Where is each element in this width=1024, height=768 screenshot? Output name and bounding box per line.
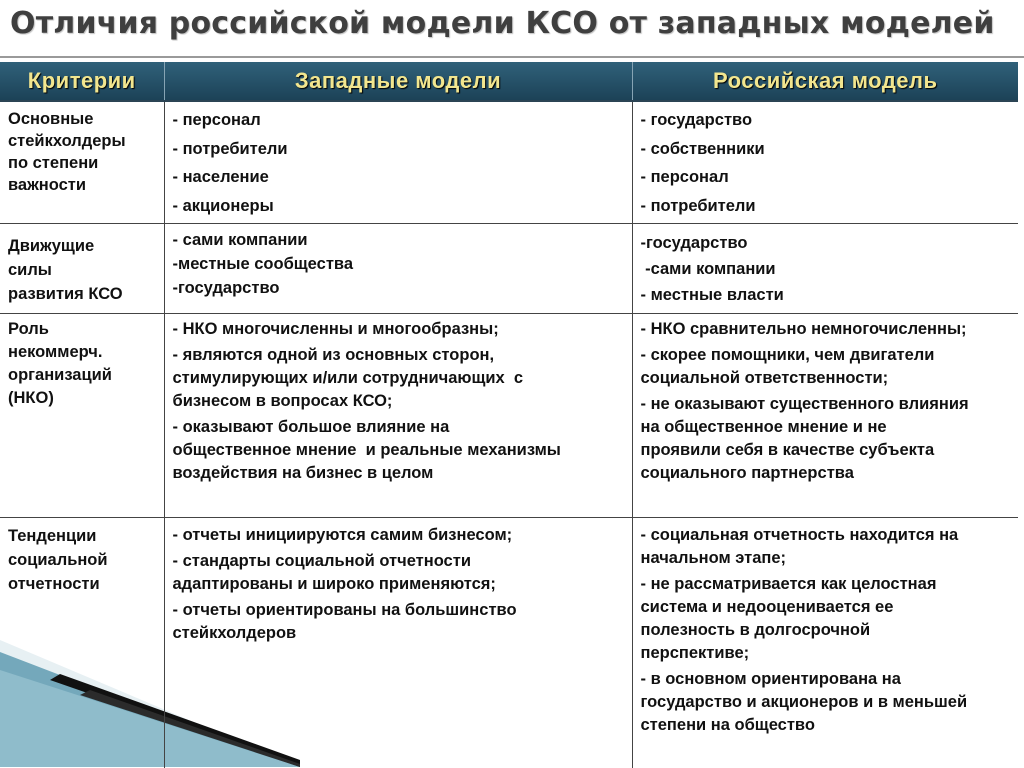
russian-cell bbox=[632, 313, 1018, 517]
list-item: - персонал bbox=[172, 111, 261, 129]
list-item: - население bbox=[172, 168, 269, 186]
western-cell bbox=[164, 313, 632, 517]
list-item: - НКО многочисленны и многообразны; bbox=[172, 319, 499, 338]
list-item: - отчеты инициируются самим бизнесом; bbox=[172, 525, 513, 544]
table-row bbox=[0, 101, 1018, 223]
table-row bbox=[0, 223, 1018, 313]
criterion-cell bbox=[0, 313, 164, 517]
list-item: - НКО сравнительно немногочисленны; bbox=[640, 319, 967, 338]
list-item: -государство bbox=[172, 278, 280, 297]
western-cell bbox=[164, 101, 632, 223]
list-item: - персонал bbox=[640, 168, 729, 186]
list-item: - потребители bbox=[640, 196, 756, 215]
header-russian-model: Российская модель bbox=[632, 62, 1018, 101]
russian-cell bbox=[632, 101, 1018, 223]
list-item: - скорее помощники, чем двигатели социальной ответственности; bbox=[640, 345, 935, 387]
table-row bbox=[0, 517, 1018, 768]
list-item: - социальная отчетность находится на начальном этапе; bbox=[640, 525, 959, 567]
list-item: - стандарты социальной отчетности адаптированы и широко применяются; bbox=[172, 551, 496, 593]
list-item: - не рассматривается как целостная система и недооценивается ее полезность в долгосрочной перспективе; bbox=[640, 574, 937, 662]
list-item: -местные сообщества bbox=[172, 254, 354, 273]
list-item: - сами компании bbox=[172, 230, 308, 249]
list-item: - отчеты ориентированы на большинство стейкхолдеров bbox=[172, 600, 517, 642]
criterion-text: Роль некоммерч. организаций (НКО) bbox=[8, 319, 112, 407]
list-item: - собственники bbox=[640, 139, 765, 158]
list-item: - в основном ориентирована на государство и акционеров и в меньшей степени на общество bbox=[640, 669, 968, 734]
list-item: - являются одной из основных сторон, стимулирующих и/или сотрудничающих с бизнесом в вопросах КСО; bbox=[172, 345, 524, 410]
slide-title: Отличия российской модели КСО от западных моделей bbox=[10, 6, 995, 41]
header-criteria: Критерии bbox=[0, 62, 164, 101]
list-item: - государство bbox=[640, 111, 753, 129]
comparison-table bbox=[0, 62, 1018, 768]
table-header-row bbox=[0, 62, 1018, 101]
list-item: -сами компании bbox=[640, 259, 776, 278]
list-item: - акционеры bbox=[172, 196, 274, 215]
criterion-text: Тенденции социальной отчетности bbox=[8, 526, 108, 593]
western-cell bbox=[164, 517, 632, 768]
criterion-cell bbox=[0, 101, 164, 223]
western-cell bbox=[164, 223, 632, 313]
header-western-models: Западные модели bbox=[164, 62, 632, 101]
criterion-cell bbox=[0, 223, 164, 313]
list-item: - потребители bbox=[172, 139, 288, 158]
table-row bbox=[0, 313, 1018, 517]
criterion-cell bbox=[0, 517, 164, 768]
list-item: -государство bbox=[640, 233, 748, 252]
russian-cell bbox=[632, 517, 1018, 768]
russian-cell bbox=[632, 223, 1018, 313]
title-divider bbox=[0, 56, 1024, 58]
list-item: - не оказывают существенного влияния на общественное мнение и не проявили себя в качестве субъекта социального партнерства bbox=[640, 394, 969, 482]
criterion-text: Движущие силы развития КСО bbox=[8, 236, 123, 303]
list-item: - местные власти bbox=[640, 285, 784, 304]
criterion-text: Основные стейкхолдеры по степени важности bbox=[8, 110, 126, 194]
list-item: - оказывают большое влияние на общественное мнение и реальные механизмы воздействия на бизнес в целом bbox=[172, 417, 561, 482]
